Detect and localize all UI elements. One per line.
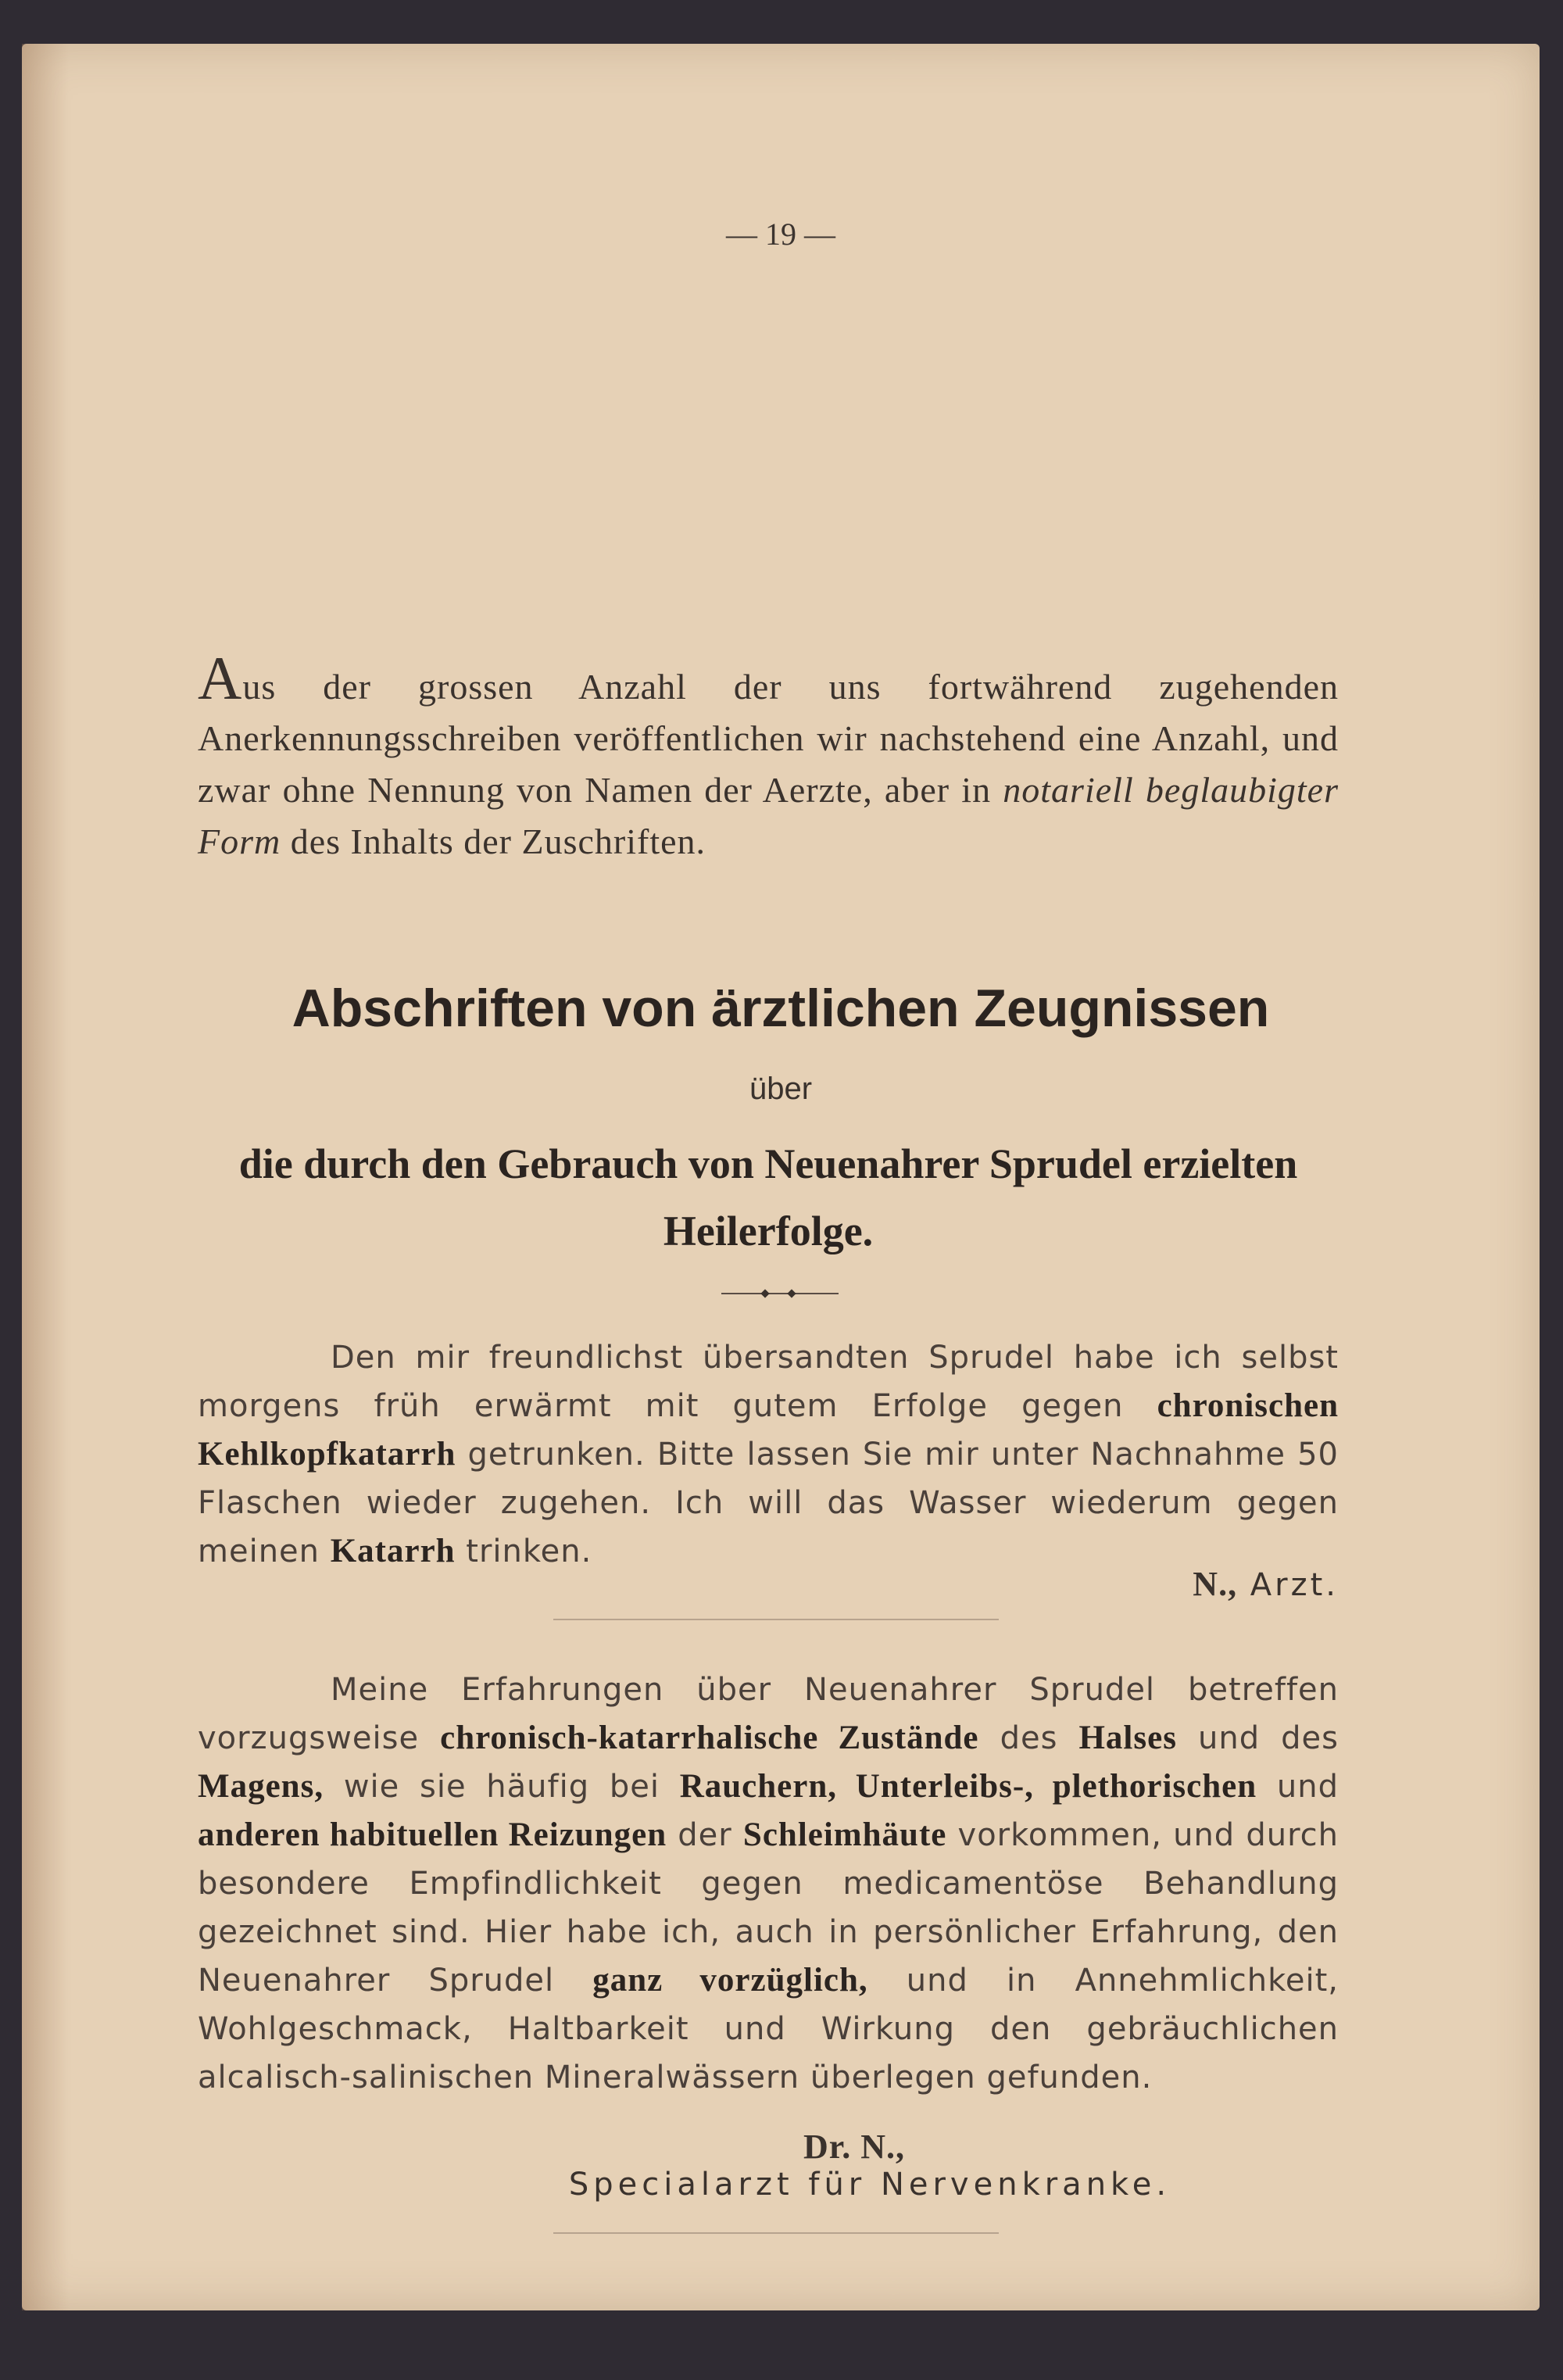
drop-cap: A [198, 644, 243, 712]
testimonial-1-emphasis: Katarrh [330, 1533, 456, 1569]
heading-connector: über [749, 1072, 813, 1106]
testimonial-2-emphasis: chronisch-katarrhalische Zustände [440, 1720, 979, 1756]
section-heading: Abschriften von ärztlichen Zeugnissen [291, 979, 1270, 1038]
testimonial-2-emphasis: Magens, [198, 1768, 324, 1805]
page-number: — 19 — [726, 217, 835, 252]
testimonial-2-emphasis: anderen habituellen Reizungen [198, 1816, 667, 1853]
testimonial-2-emphasis: Rauchern, Unterleibs-, plethorischen [679, 1768, 1257, 1805]
testimonial-2-text: und des [1176, 1720, 1339, 1756]
ornament-divider [721, 1290, 839, 1297]
testimonial-1-text: getrunken. Bitte lassen Sie mir unter Nachnahme 50 Flaschen wieder zugehen. Ich will das Wasser wiederum gegen meinen [198, 1437, 1339, 1569]
signature-name: Dr. N., [803, 2128, 906, 2166]
testimonial-1-text: trinken. [455, 1534, 592, 1569]
separator-rule [553, 1619, 999, 1620]
testimonial-2-text: und in Annehmlichkeit, Wohlgeschmack, Haltbarkeit und Wirkung den gebräuchlichen alcalisch-salinischen Mineralwässern überlegen gefunden. [198, 1963, 1339, 2095]
signature-title: Specialarzt für Nervenkranke. [568, 2167, 1171, 2203]
signature-name: N., [1193, 1565, 1238, 1603]
testimonial-2-emphasis: Halses [1078, 1720, 1177, 1756]
intro-paragraph [198, 644, 1339, 868]
separator-rule [553, 2232, 999, 2234]
testimonial-2-text: und [1257, 1769, 1339, 1805]
testimonial-2-signature [198, 2127, 1339, 2203]
testimonial-1-emphasis: chronischen Kehlkopfkatarrh [198, 1387, 1339, 1473]
section-subheading: die durch den Gebrauch von Neuenahrer Sprudel erzielten Heilerfolge. [238, 1140, 1298, 1254]
intro-text-b: des Inhalts der Zuschriften. [281, 821, 706, 861]
testimonial-2-text: wie sie häufig bei [324, 1769, 680, 1805]
testimonial-2-emphasis: ganz vorzüglich, [592, 1962, 868, 1999]
testimonial-2-emphasis: Schleimhäute [742, 1816, 947, 1853]
testimonial-2 [198, 1666, 1339, 2102]
testimonial-1-signature [198, 1564, 1370, 1604]
testimonial-2-text: der [667, 1817, 743, 1853]
testimonial-1 [198, 1333, 1339, 1576]
testimonial-1-text: Den mir freundlichst übersandten Sprudel habe ich selbst morgens früh erwärmt mit gutem Erfolge gegen [198, 1340, 1339, 1424]
testimonial-2-text: vorkommen, und durch besondere Empfindlichkeit gegen medicamentöse Behandlung gezeichnet sind. Hier habe ich, auch in persönlicher Erfahrung, den Neuenahrer Sprudel [198, 1817, 1339, 1999]
book-page [22, 44, 1540, 2310]
testimonial-2-text: Meine Erfahrungen über Neuenahrer Sprudel betreffen vorzugsweise [198, 1672, 1339, 1756]
intro-italic: notariell beglaubigter Form [198, 770, 1339, 861]
intro-text-a: us der grossen Anzahl der uns fortwährend zugehenden Anerkennungsschreiben veröffentlichen wir nachstehend eine Anzahl, und zwar ohne Nennung von Namen der Aerzte, aber in [198, 667, 1339, 810]
signature-title: Arzt. [1237, 1567, 1339, 1603]
testimonial-2-text: des [978, 1720, 1079, 1756]
